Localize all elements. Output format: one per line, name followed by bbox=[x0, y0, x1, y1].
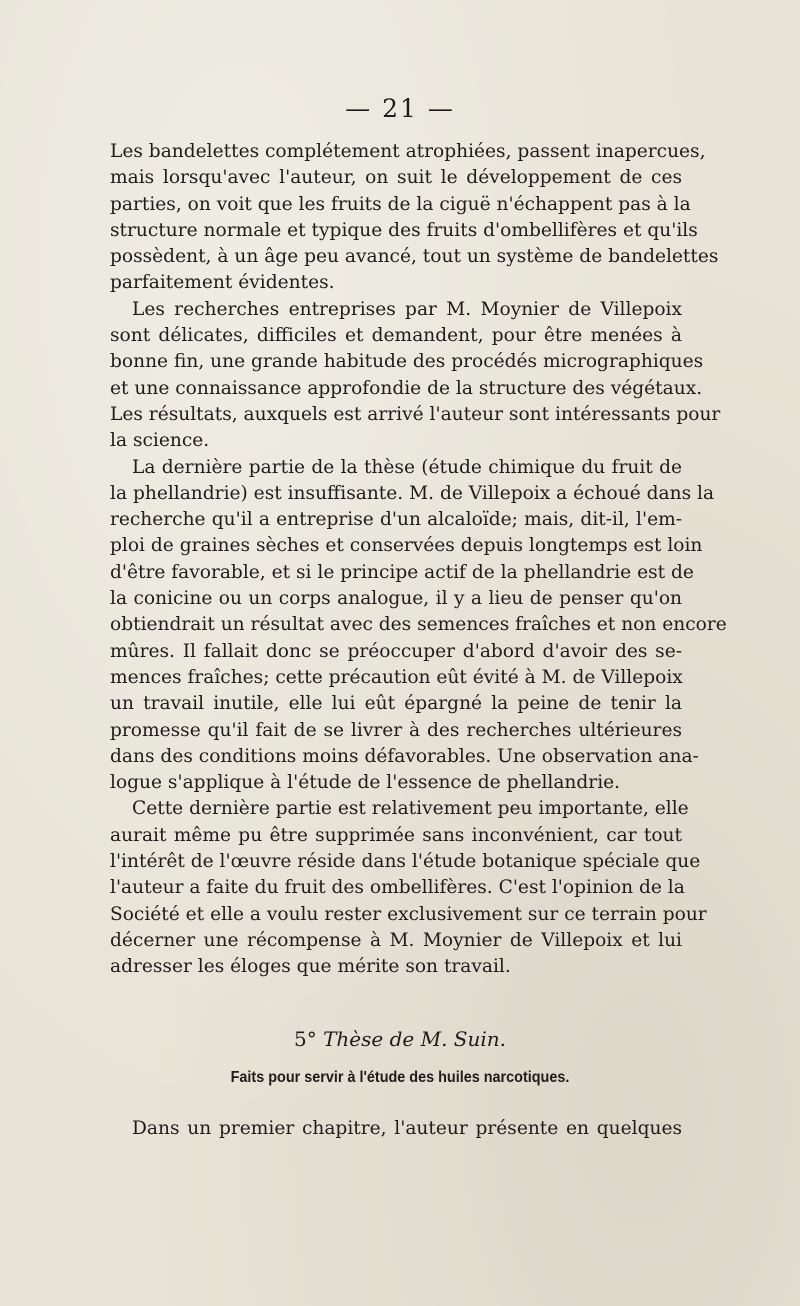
text-line: et une connaissance approfondie de la structure des végétaux. bbox=[110, 377, 703, 399]
text-line: recherche qu'il a entreprise d'un alcaloïde; mais, dit-il, l'em- bbox=[110, 509, 682, 531]
text-line: la conicine ou un corps analogue, il y a lieu de penser qu'on bbox=[110, 588, 682, 610]
text-line: possèdent, à un âge peu avancé, tout un système de bandelettes bbox=[110, 246, 719, 268]
text-line: adresser les éloges que mérite son travail. bbox=[110, 956, 511, 978]
text-line: structure normale et typique des fruits d'ombellifères et qu'ils bbox=[110, 219, 698, 241]
text-line: obtiendrait un résultat avec des semences fraîches et non encore bbox=[110, 614, 727, 636]
text-line: ploi de graines sèches et conservées depuis longtemps est loin bbox=[110, 535, 703, 557]
page-number: — 21 — bbox=[345, 94, 455, 123]
body-text bbox=[110, 139, 727, 981]
text-line: parfaitement évidentes. bbox=[110, 272, 335, 294]
text-line: sont délicates, difficiles et demandent, pour être menées à bbox=[110, 325, 682, 347]
text-line: d'être favorable, et si le principe actif de la phellandrie est de bbox=[110, 561, 694, 583]
text-line: l'auteur a faite du fruit des ombellifères. C'est l'opinion de la bbox=[110, 877, 685, 899]
continuation-text bbox=[132, 1116, 682, 1142]
text-line: un travail inutile, elle lui eût épargné la peine de tenir la bbox=[110, 693, 682, 715]
text-line: La dernière partie de la thèse (étude chimique du fruit de bbox=[132, 456, 682, 478]
text-line: la science. bbox=[110, 430, 210, 452]
section-subtitle: Faits pour servir à l'étude des huiles narcotiques. bbox=[230, 1069, 570, 1086]
section-title: Thèse de M. Suin. bbox=[323, 1027, 506, 1051]
text-line: la phellandrie) est insuffisante. M. de Villepoix a échoué dans la bbox=[110, 482, 715, 504]
text-line: Société et elle a voulu rester exclusivement sur ce terrain pour bbox=[110, 903, 707, 925]
text-line: parties, on voit que les fruits de la ciguë n'échappent pas à la bbox=[110, 193, 691, 215]
text-line: Les bandelettes complétement atrophiées, passent inapercues, bbox=[110, 141, 706, 162]
text-line: bonne fin, une grande habitude des procédés micrographiques bbox=[110, 351, 704, 373]
text-line: Dans un premier chapitre, l'auteur présente en quelques bbox=[132, 1118, 682, 1139]
text-line: Les recherches entreprises par M. Moynier de Villepoix bbox=[132, 298, 682, 320]
text-line: l'intérêt de l'œuvre réside dans l'étude botanique spéciale que bbox=[110, 851, 701, 873]
text-line: Les résultats, auxquels est arrivé l'auteur sont intéressants pour bbox=[110, 403, 721, 425]
text-line: aurait même pu être supprimée sans inconvénient, car tout bbox=[110, 824, 682, 846]
section-heading bbox=[0, 1024, 800, 1054]
text-line: Cette dernière partie est relativement peu importante, elle bbox=[132, 798, 689, 820]
text-line: mais lorsqu'avec l'auteur, on suit le développement de ces bbox=[110, 167, 682, 189]
text-line: décerner une récompense à M. Moynier de Villepoix et lui bbox=[110, 929, 682, 951]
text-line: promesse qu'il fait de se livrer à des recherches ultérieures bbox=[110, 719, 682, 741]
section-number: 5° bbox=[293, 1027, 317, 1051]
text-line: mences fraîches; cette précaution eût évité à M. de Villepoix bbox=[110, 666, 683, 688]
text-line: logue s'applique à l'étude de l'essence de phellandrie. bbox=[110, 772, 621, 794]
text-line: mûres. Il fallait donc se préoccuper d'abord d'avoir des se- bbox=[110, 640, 682, 662]
text-line: dans des conditions moins défavorables. Une observation ana- bbox=[110, 745, 699, 767]
